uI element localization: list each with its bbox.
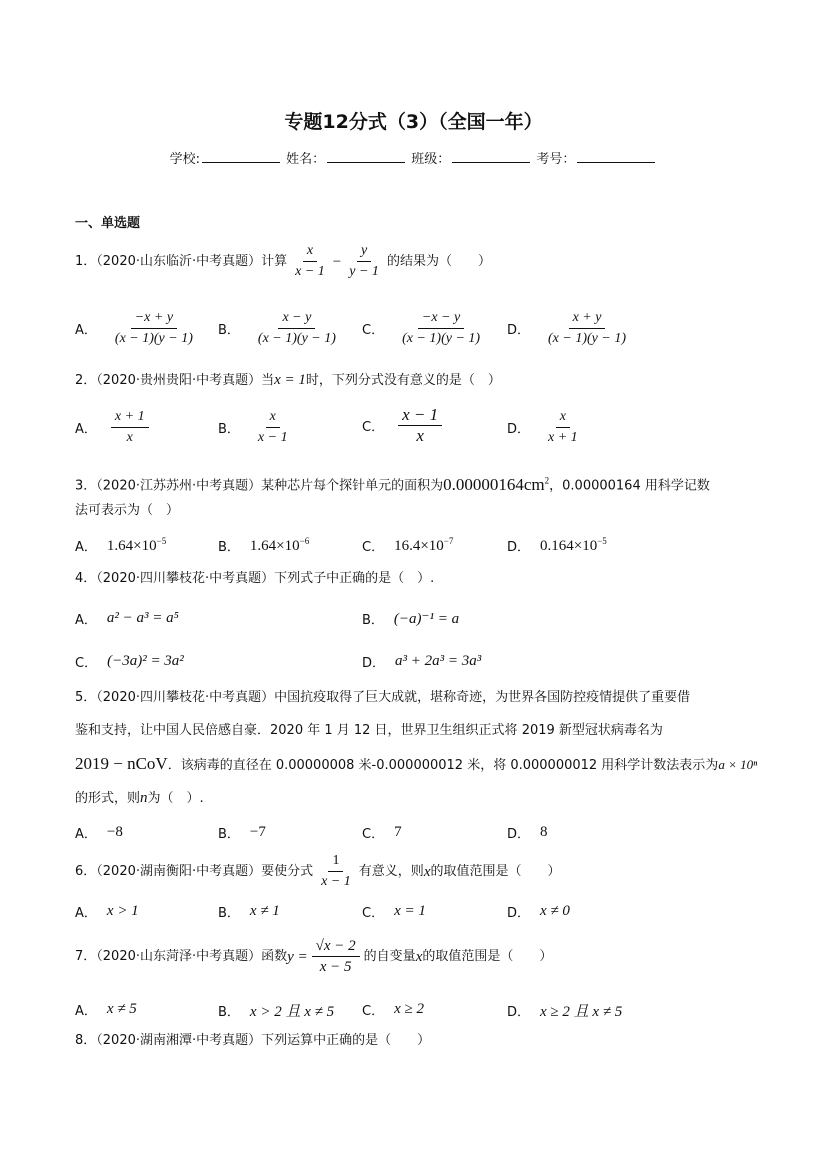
question-6-stem: 6．（2020·湖南衡阳·中考真题）要使分式 $\frac{1}{x - 1}$ 有意义，则 x 的取值范围是（ ） (75, 853, 561, 889)
question-5-stem-line-1: 5．（2020·四川攀枝花·中考真题）中国抗疫取得了巨大成就，堪称奇迹，为世界各国防控疫情提供了重要借 (75, 690, 691, 705)
question-2-option-d[interactable]: D． $\frac{x}{x + 1}$ (507, 409, 578, 445)
question-1-suffix: 的结果为（ ） (386, 253, 491, 269)
question-1-option-d[interactable]: D． $\frac{x + y}{(x - 1)(y - 1)}$ (507, 310, 626, 346)
question-5-stem-line-2: 鉴和支持，让中国人民倍感自豪．2020 年 1 月 12 日，世界卫生组织正式将 2019 新型冠状病毒名为 (75, 723, 663, 738)
question-5-option-a[interactable]: A． −8 (75, 824, 123, 842)
question-3-stem-line-1: 3．（2020·江苏苏州·中考真题）某种芯片每个探针单元的面积为$0.00000164cm^2$，0.00000164 用科学记数 (75, 474, 710, 494)
question-6-option-b[interactable]: B． x ≠ 1 (218, 903, 280, 921)
question-2-option-c[interactable]: C． $\frac{x - 1}{x}$ (362, 407, 446, 444)
question-4-option-a[interactable]: A． a² − a³ = a⁵ (75, 610, 179, 628)
page-title: 专题12分式（3）（全国一年） (284, 111, 543, 133)
question-2-option-a[interactable]: A． $\frac{x + 1}{x}$ (75, 409, 153, 446)
question-3-option-c[interactable]: C． $16.4\times 10^{-7}$ (362, 536, 454, 555)
question-2-stem: 2．（2020·贵州贵阳·中考真题）当x = 1时，下列分式没有意义的是（ ） (75, 372, 501, 388)
question-7-stem: 7．（2020·山东菏泽·中考真题）函数 y = $\frac{√x - 2}{x - 5}$ 的自变量 x 的取值范围是（ ） (75, 938, 553, 975)
question-1-prefix: 1．（2020·山东临沂·中考真题）计算 (75, 253, 288, 269)
name-blank[interactable] (327, 150, 405, 163)
question-3-option-a[interactable]: A． $1.64\times 10^{-5}$ (75, 536, 167, 555)
question-5-option-b[interactable]: B． −7 (218, 824, 266, 842)
question-2-option-b[interactable]: B． $\frac{x}{x - 1}$ (218, 409, 288, 445)
section-heading: 一、单选题 (75, 216, 141, 231)
class-blank[interactable] (452, 150, 530, 163)
question-5-option-d[interactable]: D． 8 (507, 824, 548, 842)
class-label: 班级： (411, 152, 451, 167)
question-4-option-c[interactable]: C． (−3a)² = 3a² (75, 653, 184, 671)
question-4-option-b[interactable]: B． (−a)⁻¹ = a (362, 611, 460, 628)
student-info-line (0, 148, 827, 167)
question-4-stem: 4．（2020·四川攀枝花·中考真题）下列式子中正确的是（ ）. (75, 571, 435, 586)
question-8-stem: 8．（2020·湖南湘潭·中考真题）下列运算中正确的是（ ） (75, 1033, 431, 1048)
question-7-option-d[interactable]: D． x ≥ 2 且 x ≠ 5 (507, 1004, 623, 1020)
school-blank[interactable] (202, 150, 280, 163)
question-3-stem-line-2: 法可表示为（ ） (75, 503, 180, 518)
question-3-option-b[interactable]: B． $1.64\times 10^{-6}$ (218, 536, 310, 555)
question-7-option-c[interactable]: C． x ≥ 2 (362, 1001, 424, 1019)
question-1-option-b[interactable]: B． $\frac{x - y}{(x - 1)(y - 1)}$ (218, 310, 336, 346)
exam-no-blank[interactable] (577, 150, 655, 163)
question-6-fraction: $\frac{1}{x - 1}$ (321, 853, 351, 889)
school-label: 学校: (169, 152, 200, 167)
question-5-stem-line-4: 的形式，则n为（ ）. (75, 790, 204, 806)
question-1-option-a[interactable]: A． $\frac{-x + y}{(x - 1)(y - 1)}$ (75, 310, 193, 346)
question-1-fraction-1: $\frac{x}{x - 1}$ (295, 243, 325, 279)
question-7-option-a[interactable]: A． x ≠ 5 (75, 1001, 137, 1019)
question-3-option-d[interactable]: D． $0.164\times 10^{-5}$ (507, 536, 607, 555)
question-5-stem-line-3: 2019 − nCoV．该病毒的直径在 0.00000008 米-0.000000012 米，将 0.000000012 用科学计数法表示为a × 10ⁿ (75, 754, 758, 773)
question-5-option-c[interactable]: C． 7 (362, 824, 402, 842)
question-6-option-c[interactable]: C． x = 1 (362, 903, 426, 921)
question-6-option-a[interactable]: A． x > 1 (75, 903, 139, 921)
question-7-fraction: $\frac{√x - 2}{x - 5}$ (312, 938, 360, 975)
exam-no-label: 考号： (536, 152, 576, 167)
condition-math: x = 1 (274, 372, 306, 388)
question-1-stem (75, 243, 491, 280)
question-4-option-d[interactable]: D． a³ + 2a³ = 3a³ (362, 653, 482, 671)
area-value: $0.00000164cm^2$ (443, 474, 550, 494)
virus-name: 2019 − nCoV (75, 754, 168, 773)
question-6-option-d[interactable]: D． x ≠ 0 (507, 903, 570, 921)
question-1-option-c[interactable]: C． $\frac{-x - y}{(x - 1)(y - 1)}$ (362, 310, 481, 346)
name-label: 姓名： (286, 152, 326, 167)
minus-sign: − (332, 253, 342, 270)
question-1-fraction-2: $\frac{y}{y - 1}$ (349, 243, 379, 279)
question-7-option-b[interactable]: B． x > 2 且 x ≠ 5 (218, 1004, 335, 1020)
